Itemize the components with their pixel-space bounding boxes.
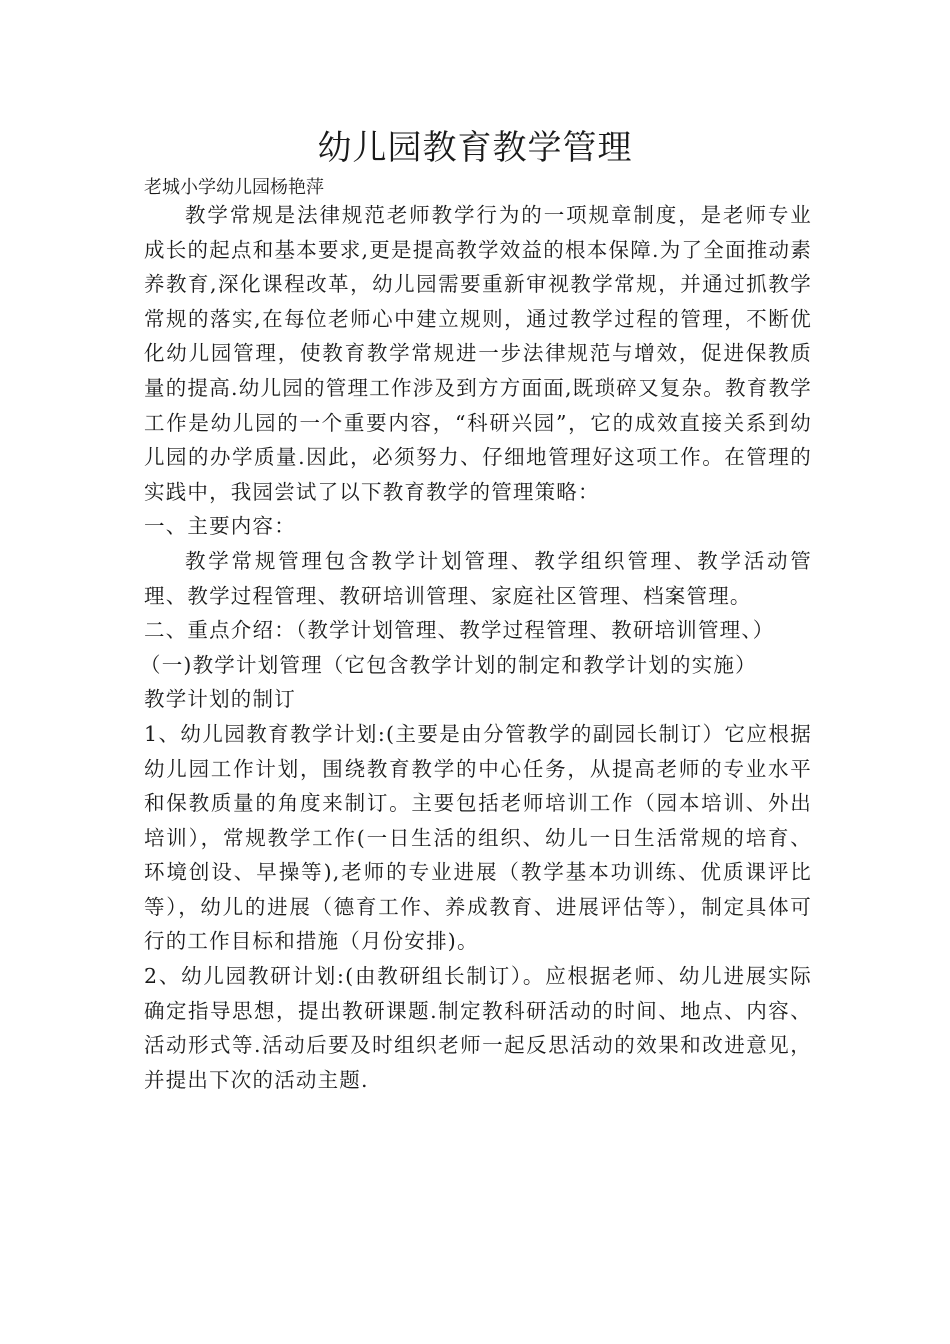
- section-heading-key-points: 二、重点介绍：（教学计划管理、教学过程管理、教研培训管理、）: [144, 618, 775, 643]
- subsection-heading-plan-formulation: 教学计划的制订: [144, 687, 296, 712]
- subsection-heading-plan-management: （一)教学计划管理（它包含教学计划的制定和教学计划的实施）: [140, 652, 757, 677]
- section-heading-main-content: 一、主要内容：: [144, 514, 296, 539]
- main-content-paragraph: 教学常规管理包含教学计划管理、教学组织管理、教学活动管理、教学过程管理、教研培训管理、家庭社区管理、档案管理。: [144, 548, 812, 608]
- document-body: [140, 198, 812, 1097]
- intro-paragraph: 教学常规是法律规范老师教学行为的一项规章制度，是老师专业成长的起点和基本要求,更是提高教学效益的根本保障.为了全面推动素养教育,深化课程改革，幼儿园需要重新审视教学常规，并通过抓教学常规的落实,在每位老师心中建立规则，通过教学过程的管理，不断优化幼儿园管理，使教育教学常规进一步法律规范与增效，促进保教质量的提高.幼儿园的管理工作涉及到方方面面,既琐碎又复杂。教育教学工作是幼儿园的一个重要内容，“科研兴园”，它的成效直接关系到幼儿园的办学质量.因此，必须努力、仔细地管理好这项工作。在管理的实践中，我园尝试了以下教育教学的管理策略：: [144, 203, 812, 504]
- list-item-teaching-plan: 1、幼儿园教育教学计划:(主要是由分管教学的副园长制订）它应根据幼儿园工作计划，围绕教育教学的中心任务，从提高老师的专业水平和保教质量的角度来制订。主要包括老师培训工作（园本培训、外出培训），常规教学工作(一日生活的组织、幼儿一日生活常规的培育、环境创设、早操等),老师的专业进展（教学基本功训练、优质课评比等），幼儿的进展（德育工作、养成教育、进展评估等），制定具体可行的工作目标和措施（月份安排)。: [144, 721, 812, 954]
- document-title: 幼儿园教育教学管理: [317, 128, 633, 168]
- author-line: 老城小学幼儿园杨艳萍: [144, 177, 324, 198]
- list-item-research-plan: 2、幼儿园教研计划:(由教研组长制订）。应根据老师、幼儿进展实际确定指导思想，提出教研课题.制定教科研活动的时间、地点、内容、活动形式等.活动后要及时组织老师一起反思活动的效果和改进意见，并提出下次的活动主题.: [144, 964, 812, 1092]
